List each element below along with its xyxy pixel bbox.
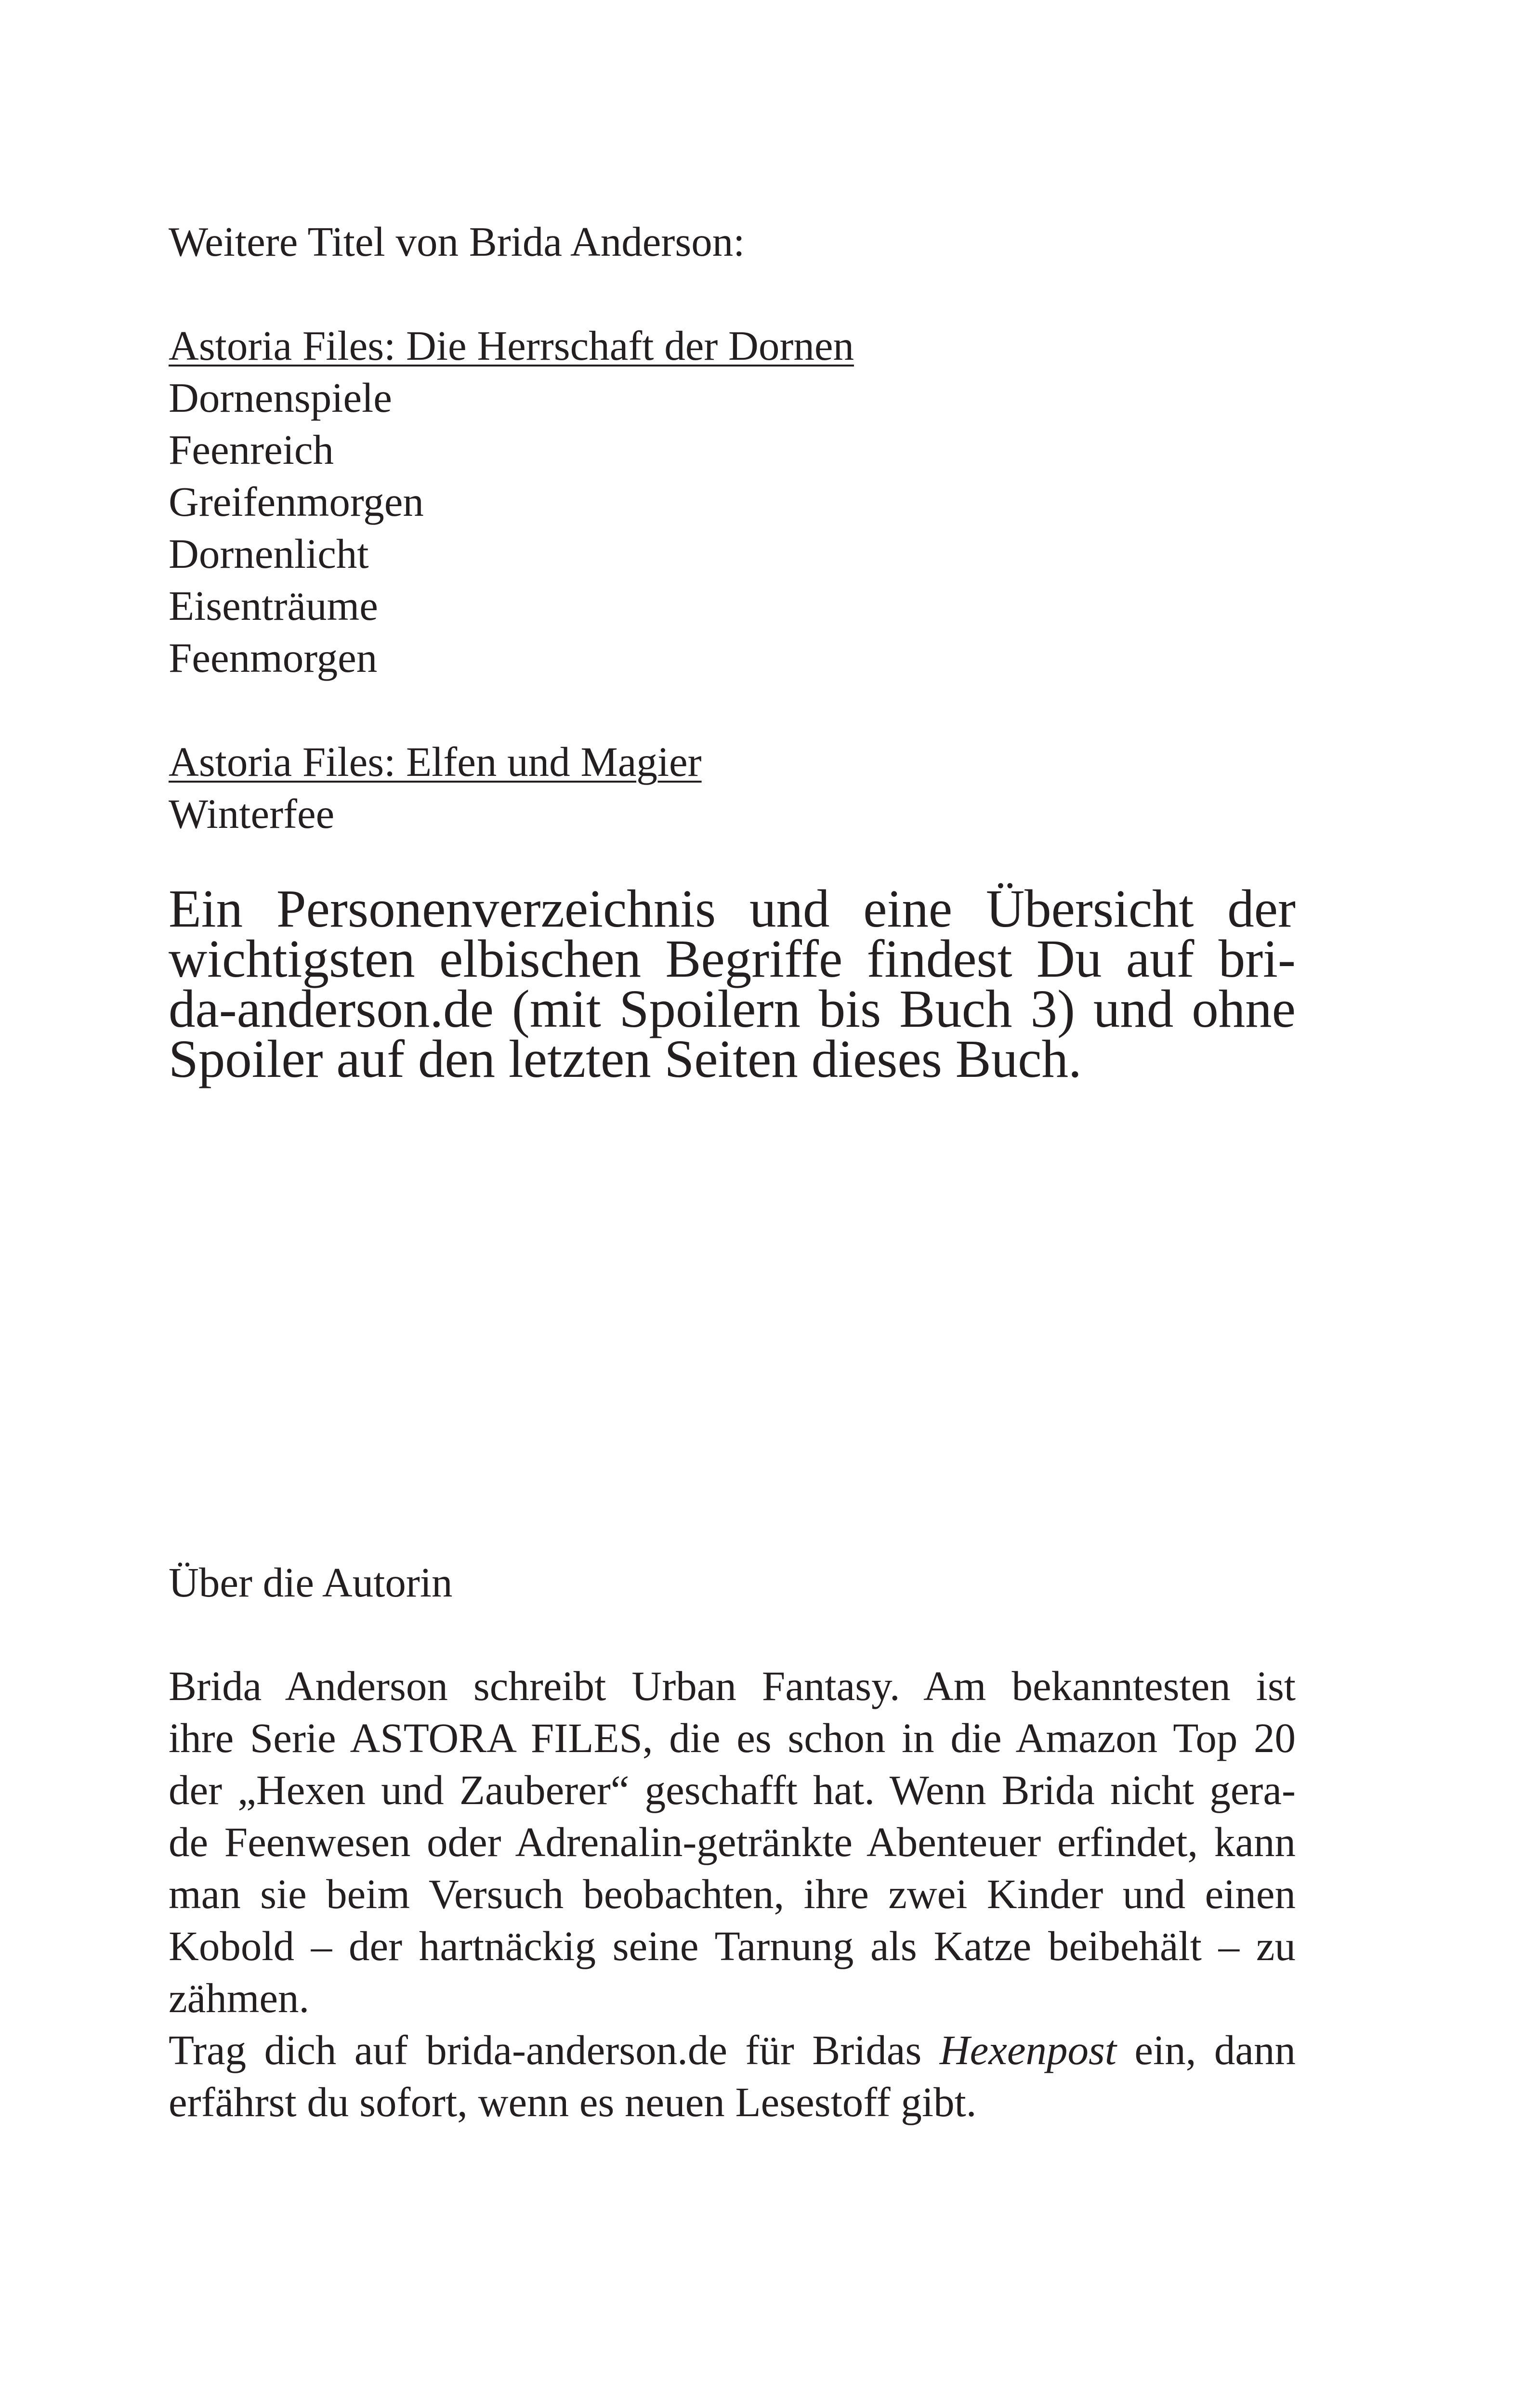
note-line: wichtigsten elbischen Begriffe findest Du auf bri-: [169, 929, 1296, 989]
about-author-heading: Über die Autorin: [169, 1559, 453, 1606]
about-author-section: [169, 1557, 1296, 1609]
book-page: [169, 0, 1296, 2408]
newsletter-line: [169, 2024, 1296, 2076]
series-block-dornen: [169, 320, 1296, 684]
author-bio: [169, 1660, 1296, 2128]
bio-line: man sie beim Versuch beobachten, ihre zwei Kinder und einen: [169, 1871, 1296, 1917]
series-heading: Astoria Files: Elfen und Magier: [169, 738, 702, 785]
series-block-elfen: [169, 736, 1296, 840]
bio-line: Brida Anderson schreibt Urban Fantasy. Am bekanntesten ist: [169, 1662, 1296, 1709]
newsletter-text: ein, dann: [1116, 2027, 1296, 2073]
note-line: da-anderson.de (mit Spoilern bis Buch 3) und ohne: [169, 980, 1296, 1039]
book-title: Feenreich: [169, 426, 334, 473]
book-title: Dornenlicht: [169, 530, 369, 577]
book-title: Dornenspiele: [169, 374, 392, 421]
character-index-note: [169, 879, 1296, 1089]
bio-line: Kobold – der hartnäckig seine Tarnung als Katze beibehält – zu: [169, 1923, 1296, 1969]
bio-line: der „Hexen und Zauberer“ geschafft hat. Wenn Brida nicht gera-: [169, 1767, 1296, 1813]
more-titles-section: [169, 216, 1296, 268]
note-line: Ein Personenverzeichnis und eine Übersicht der: [169, 879, 1296, 939]
newsletter-line: erfährst du sofort, wenn es neuen Lesestoff gibt.: [169, 2079, 977, 2125]
book-title: Feenmorgen: [169, 634, 378, 681]
newsletter-text: Trag dich auf brida-anderson.de für Bridas: [169, 2027, 940, 2073]
series-heading: Astoria Files: Die Herrschaft der Dornen: [169, 322, 854, 369]
book-title: Eisenträume: [169, 582, 378, 629]
bio-line: de Feenwesen oder Adrenalin-getränkte Abenteuer erfindet, kann: [169, 1819, 1296, 1865]
bio-line: zähmen.: [169, 1975, 310, 2021]
bio-line: ihre Serie ASTORA FILES, die es schon in die Amazon Top 20: [169, 1714, 1296, 1761]
note-line: Spoiler auf den letzten Seiten dieses Buch.: [169, 1030, 1082, 1089]
book-title: Greifenmorgen: [169, 478, 424, 525]
book-title: Winterfee: [169, 790, 335, 837]
more-titles-heading: Weitere Titel von Brida Anderson:: [169, 218, 745, 265]
newsletter-name: Hexenpost: [939, 2027, 1116, 2073]
